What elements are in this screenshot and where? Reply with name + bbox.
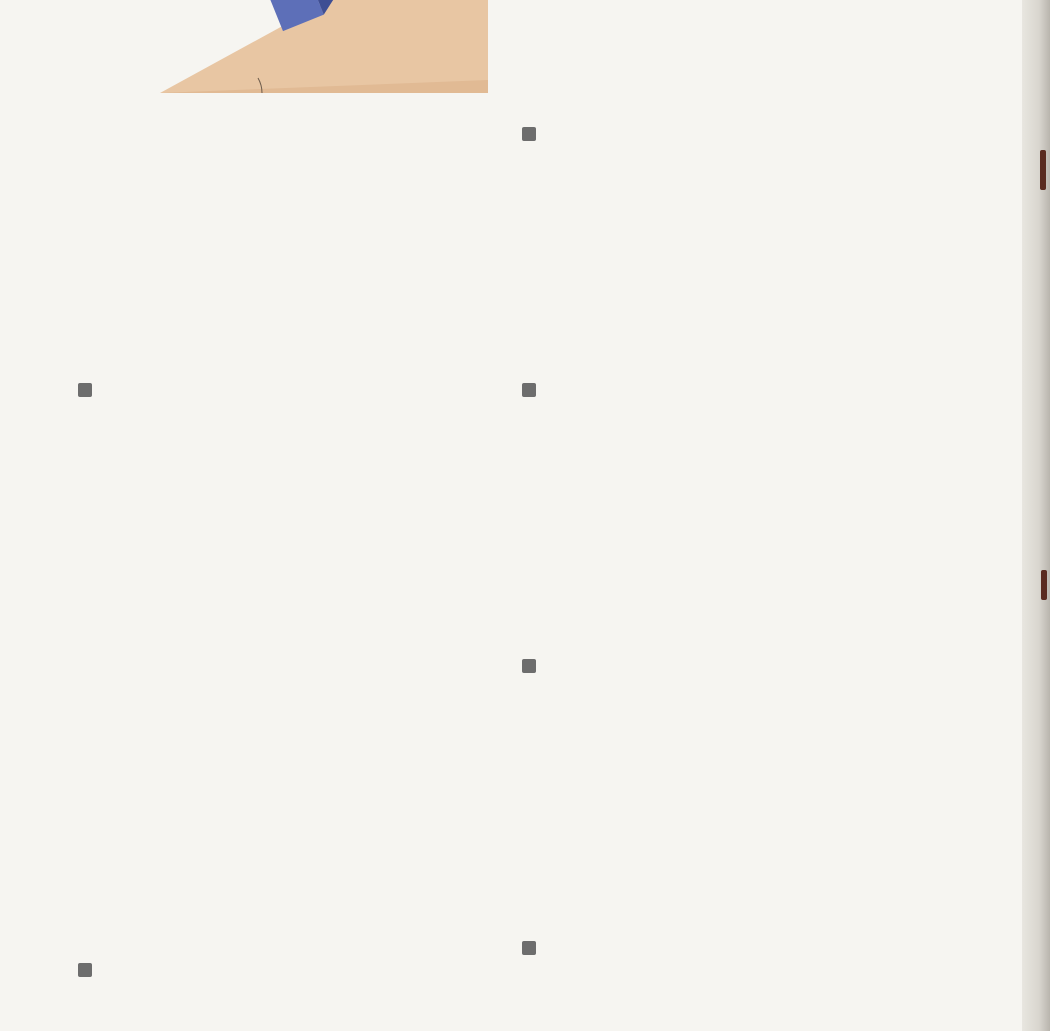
question-number-badge	[522, 941, 536, 955]
copyright-notice	[968, 160, 986, 570]
option-row	[522, 405, 940, 427]
question-23	[522, 383, 940, 469]
question-number-badge	[522, 383, 536, 397]
edge-mark	[1041, 570, 1047, 600]
option-row	[522, 448, 940, 470]
option-row	[522, 18, 940, 40]
question-21	[78, 963, 496, 985]
option-row	[522, 61, 940, 83]
question-number-badge	[78, 963, 92, 977]
question-number-badge	[78, 383, 92, 397]
question-number-badge	[522, 127, 536, 141]
option-row	[522, 702, 940, 724]
edge-mark	[1040, 150, 1046, 190]
right-top-block	[522, 18, 940, 83]
option-row	[522, 426, 940, 448]
temperature-heat-chart	[140, 500, 460, 758]
question-20	[78, 383, 496, 405]
question-25	[522, 941, 940, 963]
incline-figure	[150, 0, 490, 95]
question-24	[522, 659, 940, 745]
question-number-badge	[522, 659, 536, 673]
option-row	[522, 40, 940, 62]
question-22	[522, 127, 940, 149]
option-row	[522, 681, 940, 703]
option-row	[522, 724, 940, 746]
